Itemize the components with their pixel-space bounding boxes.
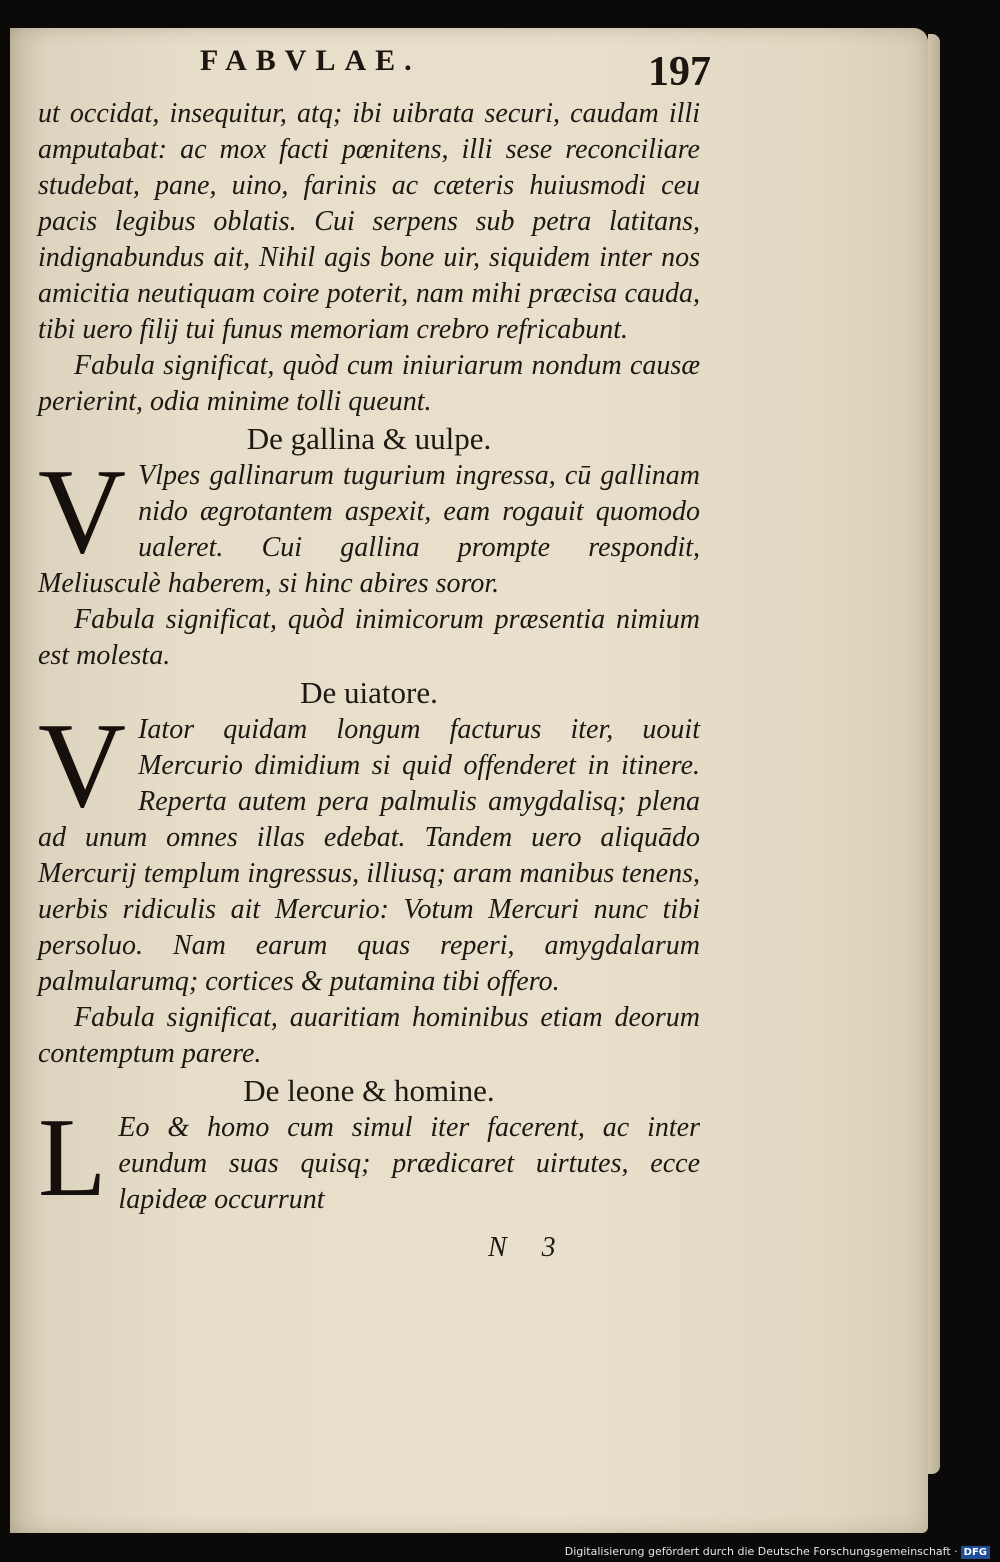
signature-mark: N 3	[488, 1232, 570, 1263]
moral-3: Fabula significat, auaritiam hominibus etiam deorum contemptum parere.	[38, 1002, 700, 1069]
digitization-credit	[565, 1545, 990, 1559]
fable-title-gallina: De gallina & uulpe.	[246, 421, 492, 456]
drop-capital: V	[38, 698, 127, 833]
fable-gallina-text: Vlpes gallinarum tugurium ingressa, cū gallinam nido ægrotantem aspexit, eam rogauit quomodo ualeret. Cui gallina prompte respondit, Meliusculè haberem, si hinc abires soror.	[38, 460, 700, 599]
moral-1: Fabula significat, quòd cum iniuriarum nondum causæ perierint, odia minime tolli queunt.	[38, 350, 700, 417]
page-edge	[928, 34, 940, 1474]
page-number: 197	[648, 49, 711, 95]
drop-capital: V	[38, 444, 127, 579]
credit-text: Digitalisierung gefördert durch die Deutsche Forschungsgemeinschaft ·	[564, 1545, 958, 1558]
dfg-logo: DFG	[961, 1546, 990, 1559]
fable-title-uiatore: De uiatore.	[300, 675, 438, 710]
text-column	[38, 96, 700, 1218]
running-head: FABVLAE.	[200, 44, 421, 77]
fable-leone-text: Eo & homo cum simul iter facerent, ac inter eundum suas quisq; prædicaret uirtutes, ecce lapideæ occurrunt	[118, 1112, 700, 1215]
fable-gallina	[38, 444, 700, 602]
moral-2: Fabula significat, quòd inimicorum præsentia nimium est molesta.	[38, 604, 700, 671]
fable-title-leone: De leone & homine.	[243, 1073, 495, 1108]
drop-capital: L	[38, 1096, 107, 1220]
fable-continuation: ut occidat, insequitur, atq; ibi uibrata securi, caudam illi amputabat: ac mox facti pœnitens, illi sese reconciliare studebat, pane, uino, farinis ac cæteris huiusmodi ceu pacis legibus oblatis. Cui serpens sub petra latitans, indignabundus ait, Nihil agis bone uir, siquidem inter nos amicitia neutiquam coire poterit, nam mihi præcisa cauda, tibi uero filij tui funus memoriam crebro refricabunt.	[38, 98, 700, 345]
fable-uiatore	[38, 698, 700, 1000]
fable-leone	[38, 1096, 700, 1220]
fable-uiatore-text: Iator quidam longum facturus iter, uouit Mercurio dimidium si quid offenderet in itinere. Reperta autem pera palmulis amygdalisq; plena ad unum omnes illas edebat. Tandem uero aliquādo Mercurij templum ingressus, illiusq; aram manibus tenens, uerbis ridiculis ait Mercurio: Votum Mercuri nunc tibi persoluo. Nam earum quas reperi, amygdalarum palmularumq; cortices & putamina tibi offero.	[38, 714, 700, 997]
